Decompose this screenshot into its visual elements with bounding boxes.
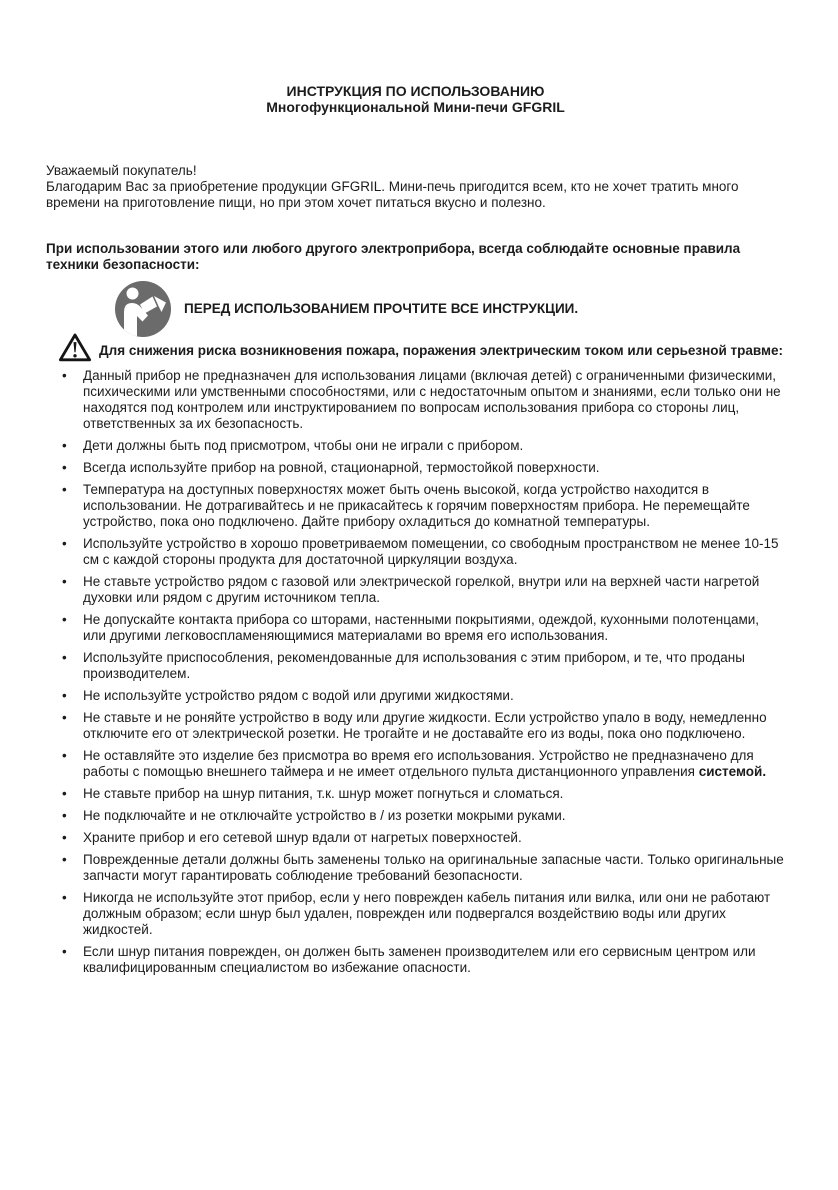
safety-rule-text: Используйте приспособления, рекомендованные для использования с этим прибором, и те, что проданы производителем.	[83, 650, 745, 681]
safety-rule-text: Не используйте устройство рядом с водой или другими жидкостями.	[83, 688, 514, 703]
safety-rule-item	[46, 852, 785, 884]
read-manual-icon	[115, 281, 171, 337]
safety-rule-item	[46, 574, 785, 606]
safety-rule-text: Используйте устройство в хорошо проветриваемом помещении, со свободным пространством не менее 10-15 см с каждой стороны продукта для достаточной циркуляции воздуха.	[83, 536, 779, 567]
safety-rules-list	[46, 368, 785, 976]
safety-rule-item	[46, 830, 785, 846]
safety-rule-item	[46, 808, 785, 824]
safety-rule-text: Не ставьте прибор на шнур питания, т.к. шнур может погнуться и сломаться.	[83, 786, 564, 801]
safety-rule-item	[46, 650, 785, 682]
safety-notice: При использовании этого или любого другого электроприбора, всегда соблюдайте основные правила техники безопасности:	[46, 241, 741, 272]
safety-rule-item	[46, 438, 785, 454]
safety-rule-text: Не оставляйте это изделие без присмотра во время его использования. Устройство не предназначено для работы с помощью внешнего таймера и не имеет отдельного пульта дистанционного управления	[83, 748, 754, 779]
safety-rule-text: Не ставьте устройство рядом с газовой или электрической горелкой, внутри или на верхней части нагретой духовки или рядом с другим источником тепла.	[83, 574, 760, 605]
safety-rule-text: Не подключайте и не отключайте устройство в / из розетки мокрыми руками.	[83, 808, 566, 823]
safety-rule-text: Если шнур питания поврежден, он должен быть заменен производителем или его сервисным центром или квалифицированным специалистом во избежание опасности.	[83, 944, 756, 975]
read-instructions-text: ПЕРЕД ИСПОЛЬЗОВАНИЕМ ПРОЧТИТЕ ВСЕ ИНСТРУКЦИИ.	[184, 301, 579, 316]
safety-rule-text: Храните прибор и его сетевой шнур вдали от нагретых поверхностей.	[83, 830, 522, 845]
document-subtitle: Многофункциональной Мини-печи GFGRIL	[266, 99, 565, 115]
safety-rule-item	[46, 368, 785, 432]
safety-rule-text: Температура на доступных поверхностях может быть очень высокой, когда устройство находится в использовании. Не дотрагивайтесь и не прикасайтесь к горячим поверхностям прибора. Не перемещайте устройство, пока оно подключено. Дайте прибору охладиться до комнатной температуры.	[83, 482, 750, 529]
safety-rule-text: Не допускайте контакта прибора со шторами, настенными покрытиями, одеждой, кухонными полотенцами, или другими легковоспламеняющимися материалами во время его использования.	[83, 612, 760, 643]
read-instructions-row	[115, 281, 785, 337]
safety-rule-text: Данный прибор не предназначен для использования лицами (включая детей) с ограниченными физическими, психическими или умственными способностями, или с недостаточным опытом и знаниями, если только они не находятся под контролем или инструктированием по вопросам использования прибора со стороны лиц, ответственных за их безопасность.	[83, 368, 781, 431]
intro-paragraph: Благодарим Вас за приобретение продукции GFGRIL. Мини-печь пригодится всем, кто не хочет тратить много времени на приготовление пищи, но при этом хочет питаться вкусно и полезно.	[46, 179, 739, 210]
safety-rule-text: Всегда используйте прибор на ровной, стационарной, термостойкой поверхности.	[83, 460, 600, 475]
safety-rule-item	[46, 482, 785, 530]
safety-rule-item	[46, 612, 785, 644]
hazard-heading	[46, 332, 785, 363]
safety-rule-text: Не ставьте и не роняйте устройство в воду или другие жидкости. Если устройство упало в воду, немедленно отключите его от электрической розетки. Не трогайте и не доставайте его из воды, пока оно подключено.	[83, 710, 767, 741]
safety-rule-item	[46, 748, 785, 780]
safety-rule-item	[46, 786, 785, 802]
safety-rule-text: Дети должны быть под присмотром, чтобы они не играли с прибором.	[83, 438, 524, 453]
safety-rule-item	[46, 688, 785, 704]
warning-triangle-icon	[58, 332, 92, 363]
safety-rule-item	[46, 944, 785, 976]
safety-rule-item	[46, 710, 785, 742]
safety-rule-item	[46, 890, 785, 938]
safety-rule-item	[46, 536, 785, 568]
safety-rule-bold-suffix: системой.	[698, 764, 767, 779]
safety-rule-text: Никогда не используйте этот прибор, если у него поврежден кабель питания или вилка, или они не работают должным образом; если шнур был удален, поврежден или подвергался воздействию воды или других жидкостей.	[83, 890, 771, 937]
document-title: ИНСТРУКЦИЯ ПО ИСПОЛЬЗОВАНИЮ	[286, 83, 545, 99]
greeting-line: Уважаемый покупатель!	[46, 163, 197, 178]
safety-rule-text: Поврежденные детали должны быть заменены только на оригинальные запасные части. Только оригинальные запчасти могут гарантировать соблюдение требований безопасности.	[83, 852, 784, 883]
safety-rule-item	[46, 460, 785, 476]
hazard-heading-text: Для снижения риска возникновения пожара, поражения электрическим током или серьезной травме:	[99, 343, 784, 358]
